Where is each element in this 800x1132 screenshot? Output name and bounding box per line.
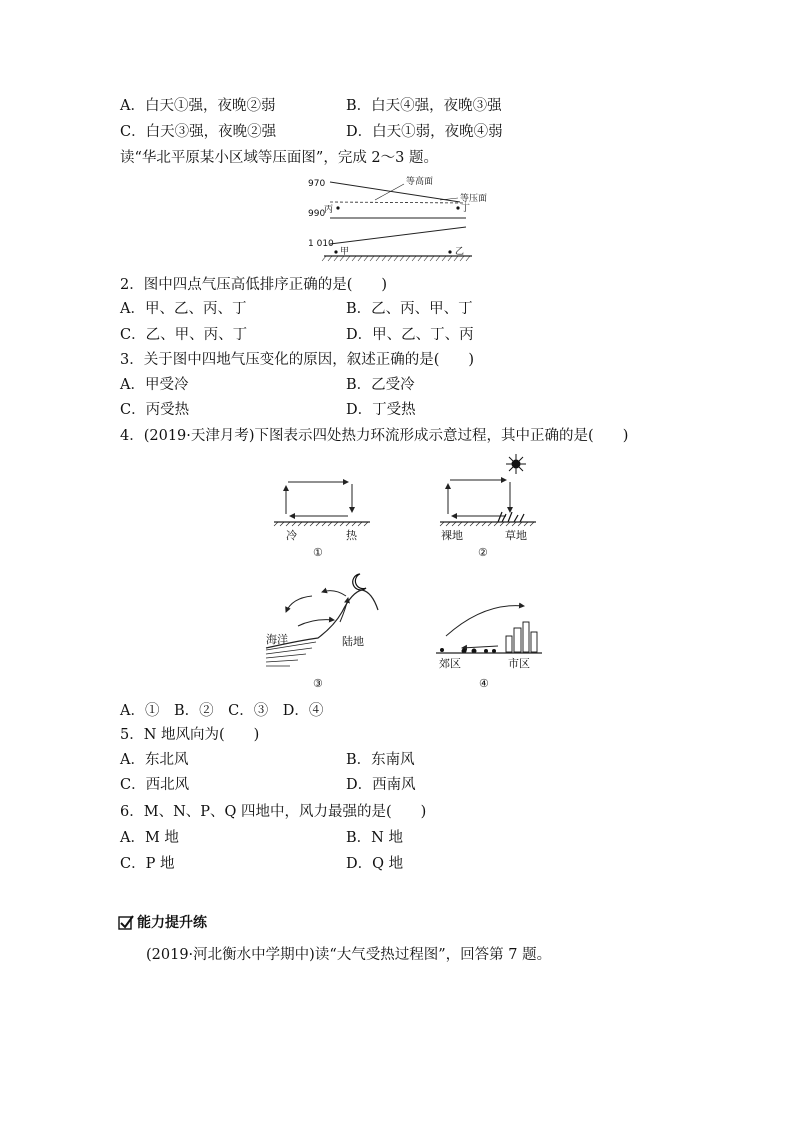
q3-option-d: D．丁受热 bbox=[346, 402, 416, 418]
q5-option-a: A．东北风 bbox=[120, 752, 189, 768]
city-buildings-icon bbox=[506, 622, 537, 652]
d2-number: ② bbox=[478, 546, 488, 559]
q3-stem: 3．关于图中四地气压变化的原因，叙述正确的是( ) bbox=[120, 352, 475, 368]
q1-option-c: C．白天③强，夜晚②强 bbox=[120, 124, 277, 140]
q6-stem: 6．M、N、P、Q 四地中，风力最强的是( ) bbox=[120, 804, 427, 820]
section-title: 能力提升练 bbox=[137, 915, 207, 931]
q6-option-a: A．M 地 bbox=[120, 830, 179, 846]
label-yi: 乙 bbox=[455, 247, 465, 257]
q2-option-d: D．甲、乙、丁、丙 bbox=[346, 327, 474, 343]
q2-option-a: A．甲、乙、丙、丁 bbox=[120, 301, 247, 317]
label-1010: 1 010 bbox=[308, 239, 334, 249]
d3-label-ocean: 海洋 bbox=[266, 633, 288, 646]
label-bing: 丙 bbox=[324, 205, 334, 215]
circulation-diagram-1 bbox=[270, 470, 380, 530]
q1-option-a: A．白天①强，夜晚②弱 bbox=[120, 98, 276, 114]
q1-option-d: D．白天①弱，夜晚④弱 bbox=[346, 124, 503, 140]
intro-q2-3: 读“华北平原某小区域等压面图”，完成 2～3 题。 bbox=[120, 150, 438, 166]
q4-options: A．① B．② C．③ D．④ bbox=[120, 703, 324, 719]
q6-option-d: D．Q 地 bbox=[346, 856, 404, 872]
label-jia: 甲 bbox=[340, 247, 350, 257]
q6-option-c: C．P 地 bbox=[120, 856, 175, 872]
d3-label-land: 陆地 bbox=[342, 635, 364, 648]
label-970: 970 bbox=[308, 179, 326, 189]
intro-q7: (2019·河北衡水中学期中)读“大气受热过程图”，回答第 7 题。 bbox=[146, 947, 552, 963]
q4-stem: 4．(2019·天津月考)下图表示四处热力环流形成示意过程，其中正确的是( ) bbox=[120, 428, 629, 444]
q5-option-c: C．西北风 bbox=[120, 777, 190, 793]
q3-option-b: B．乙受冷 bbox=[346, 377, 415, 393]
label-isobar: 等压面 bbox=[460, 194, 488, 204]
d2-label-grass: 草地 bbox=[505, 529, 527, 542]
q3-option-c: C．丙受热 bbox=[120, 402, 190, 418]
q5-option-b: B．东南风 bbox=[346, 752, 415, 768]
d4-label-suburb: 郊区 bbox=[439, 657, 461, 670]
d1-label-hot: 热 bbox=[346, 529, 357, 542]
label-990: 990 bbox=[308, 209, 326, 219]
circulation-diagram-4 bbox=[434, 598, 544, 660]
q5-stem: 5．N 地风向为( ) bbox=[120, 727, 260, 743]
grass-icon bbox=[498, 512, 524, 522]
circulation-diagram-2 bbox=[436, 452, 546, 532]
d2-label-bare: 裸地 bbox=[441, 529, 463, 542]
sun-icon bbox=[506, 454, 526, 474]
d4-number: ④ bbox=[479, 677, 489, 690]
circulation-diagram-3 bbox=[262, 568, 392, 672]
d4-label-city: 市区 bbox=[508, 657, 530, 670]
q6-option-b: B．N 地 bbox=[346, 830, 403, 846]
label-isoheight: 等高面 bbox=[406, 177, 434, 187]
q1-option-b: B．白天④强，夜晚③强 bbox=[346, 98, 502, 114]
d1-number: ① bbox=[313, 546, 323, 559]
q2-stem: 2．图中四点气压高低排序正确的是( ) bbox=[120, 277, 388, 293]
checkbox-checked-icon bbox=[118, 915, 134, 931]
q2-option-b: B．乙、丙、甲、丁 bbox=[346, 301, 473, 317]
isobar-figure bbox=[300, 172, 500, 268]
label-ding: 丁 bbox=[461, 204, 471, 214]
q3-option-a: A．甲受冷 bbox=[120, 377, 189, 393]
q2-option-c: C．乙、甲、丙、丁 bbox=[120, 327, 248, 343]
moon-icon bbox=[353, 574, 366, 590]
q5-option-d: D．西南风 bbox=[346, 777, 416, 793]
d1-label-cold: 冷 bbox=[286, 529, 297, 542]
d3-number: ③ bbox=[313, 677, 323, 690]
